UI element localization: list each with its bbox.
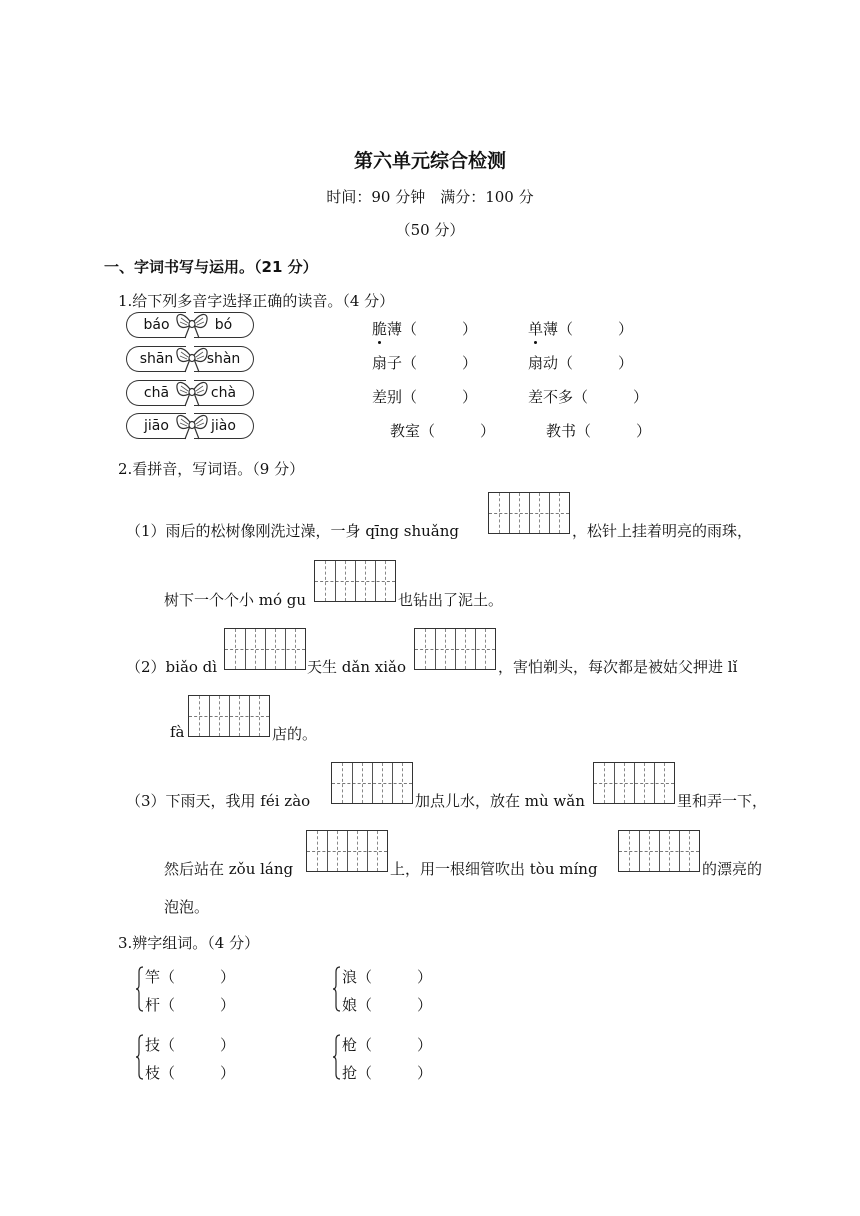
- exam-meta: 时间：90 分钟 满分：100 分: [326, 188, 534, 206]
- answer-grid[interactable]: [593, 762, 675, 804]
- section-heading: 一、字词书写与运用。（21 分）: [104, 258, 318, 276]
- pinyin-option[interactable]: jiào: [194, 413, 254, 439]
- answer-grid[interactable]: [488, 492, 570, 534]
- bow-icon: [174, 374, 210, 410]
- fill-text: 加点儿水，放在 mù wǎn: [415, 792, 585, 810]
- fill-text: 泡泡。: [164, 898, 210, 916]
- answer-grid[interactable]: [188, 695, 270, 737]
- fill-text: ，松针上挂着明亮的雨珠，: [572, 522, 753, 540]
- brace-icon: [136, 966, 144, 1012]
- page-title: 第六单元综合检测: [353, 150, 506, 172]
- pinyin-bow-pair: [126, 346, 258, 374]
- fill-text: 天生 dǎn xiǎo: [307, 658, 406, 676]
- pinyin-bow-pair: [126, 380, 258, 408]
- pinyin-option[interactable]: báo: [126, 312, 186, 338]
- char-group-item: 娘（ ）: [342, 996, 433, 1014]
- pinyin-bow-pair: [126, 312, 258, 340]
- fill-text: （2）biǎo dì: [126, 658, 218, 676]
- answer-grid[interactable]: [224, 628, 306, 670]
- answer-grid[interactable]: [331, 762, 413, 804]
- fill-text: 里和弄一下，: [677, 792, 768, 810]
- answer-grid[interactable]: [306, 830, 388, 872]
- fill-text: （3）下雨天，我用 féi zào: [126, 792, 311, 810]
- char-group-item: 杆（ ）: [145, 996, 236, 1014]
- question-2-prompt: 2.看拼音，写词语。（9 分）: [118, 460, 305, 478]
- brace-icon: [333, 966, 341, 1012]
- char-group-item: 浪（ ）: [342, 968, 433, 986]
- fill-text: 的漂亮的: [702, 860, 763, 878]
- answer-grid[interactable]: [414, 628, 496, 670]
- word-choice: 单薄（ ）: [528, 320, 634, 338]
- answer-grid[interactable]: [618, 830, 700, 872]
- fill-text: ，害怕剃头，每次都是被姑父押进 lǐ: [498, 658, 738, 676]
- char-group-item: 竿（ ）: [145, 968, 236, 986]
- word-choice: 脆薄（ ）: [372, 320, 478, 338]
- fill-text: （1）雨后的松树像刚洗过澡，一身 qīng shuǎng: [126, 522, 459, 540]
- pinyin-bow-pair: [126, 413, 258, 441]
- fill-text: 树下一个个小 mó gu: [164, 591, 307, 609]
- question-1-prompt: 1.给下列多音字选择正确的读音。（4 分）: [118, 292, 395, 310]
- fill-text: 然后站在 zǒu láng: [164, 860, 294, 878]
- char-group-item: 枪（ ）: [342, 1036, 433, 1054]
- word-choice: 教书（ ）: [546, 422, 652, 440]
- bow-icon: [174, 407, 210, 443]
- pinyin-option[interactable]: chà: [194, 380, 254, 406]
- word-choice: 扇子（ ）: [372, 354, 478, 372]
- bow-icon: [174, 340, 210, 376]
- word-choice: 教室（ ）: [390, 422, 496, 440]
- pinyin-option[interactable]: shān: [126, 346, 186, 372]
- pinyin-option[interactable]: chā: [126, 380, 186, 406]
- fill-text: 上，用一根细管吹出 tòu míng: [390, 860, 598, 878]
- char-group-item: 技（ ）: [145, 1036, 236, 1054]
- pinyin-option[interactable]: jiāo: [126, 413, 186, 439]
- question-3-prompt: 3.辨字组词。（4 分）: [118, 934, 260, 952]
- brace-icon: [136, 1034, 144, 1080]
- word-choice: 差不多（ ）: [528, 388, 649, 406]
- pinyin-option[interactable]: shàn: [194, 346, 254, 372]
- fill-text: 店的。: [272, 725, 318, 743]
- char-group-item: 抢（ ）: [342, 1064, 433, 1082]
- word-choice: 扇动（ ）: [528, 354, 634, 372]
- pinyin-option[interactable]: bó: [194, 312, 254, 338]
- bow-icon: [174, 306, 210, 342]
- answer-grid[interactable]: [314, 560, 396, 602]
- fill-text: fà: [170, 723, 185, 741]
- word-choice: 差别（ ）: [372, 388, 478, 406]
- fill-text: 也钻出了泥土。: [398, 591, 504, 609]
- brace-icon: [333, 1034, 341, 1080]
- char-group-item: 枝（ ）: [145, 1064, 236, 1082]
- exam-score: （50 分）: [395, 221, 465, 239]
